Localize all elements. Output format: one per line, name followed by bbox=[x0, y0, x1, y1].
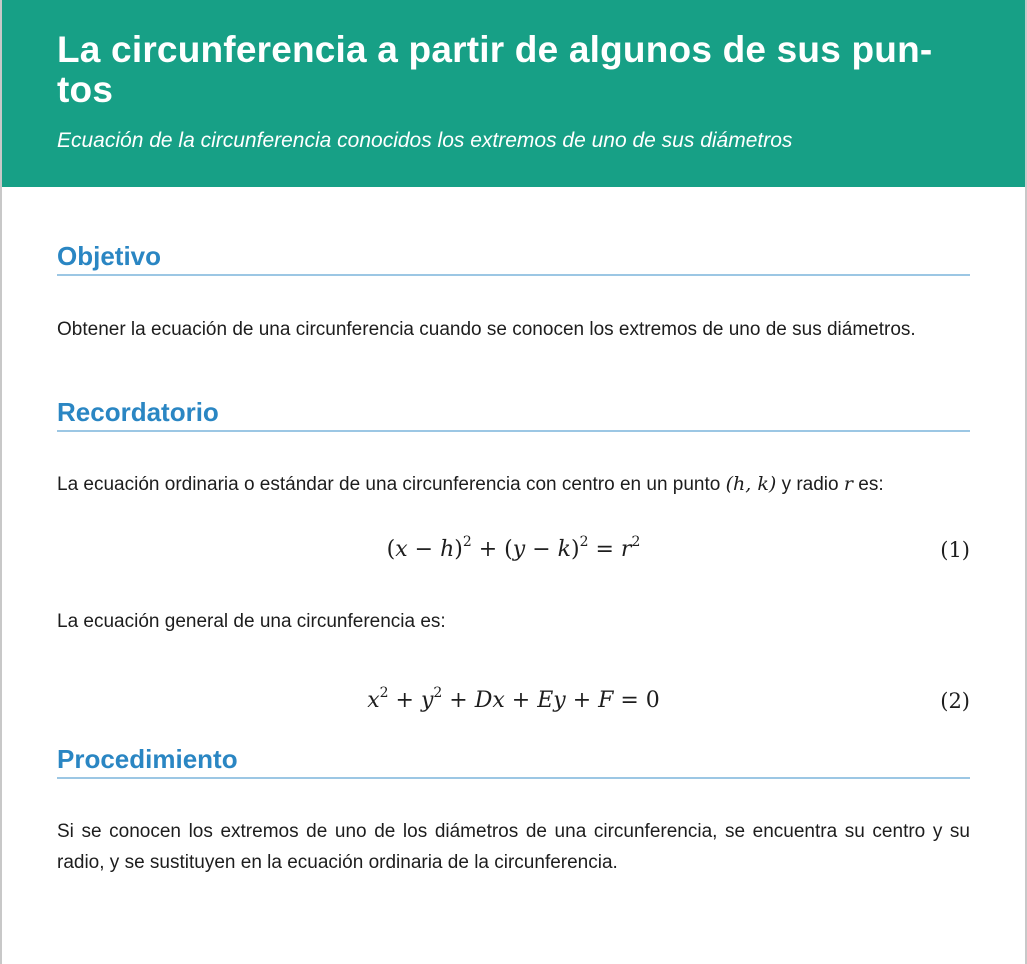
procedimiento-text: Si se conocen los extremos de uno de los diámetros de una circunferencia, se encuentra su centro y su radio, y se sustituyen en la ecuación ordinaria de la circunferencia. bbox=[57, 821, 970, 873]
center-point: (h, k) bbox=[725, 473, 777, 495]
page-title-line-1: La circunferencia a partir de algunos de sus pun- bbox=[57, 29, 933, 70]
radius-variable: r bbox=[843, 473, 853, 495]
recordatorio-text-middle: y radio bbox=[781, 474, 839, 495]
section-procedimiento bbox=[57, 721, 970, 878]
recordatorio-text-after: es: bbox=[858, 474, 884, 495]
equation-1-row bbox=[57, 530, 970, 570]
section-heading-recordatorio: Recordatorio bbox=[57, 396, 970, 432]
title-banner bbox=[2, 0, 1025, 187]
recordatorio-text-before: La ecuación ordinaria o estándar de una circunferencia con centro en un punto bbox=[57, 474, 721, 495]
equation-ordinary: $(x - h)^2 + (y - k)^2 = r^2$ bbox=[386, 534, 641, 562]
section-heading-objetivo: Objetivo bbox=[57, 240, 970, 276]
page-subtitle: Ecuación de la circunferencia conocidos los extremos de uno de sus diámetros bbox=[57, 129, 793, 152]
section-recordatorio bbox=[57, 345, 970, 721]
recordatorio-text bbox=[57, 469, 970, 500]
page-title-line-2: tos bbox=[57, 69, 114, 110]
general-equation-text: La ecuación general de una circunferencia es: bbox=[57, 611, 446, 632]
equation-2-number: (2) bbox=[940, 689, 970, 713]
equation-1-number: (1) bbox=[940, 538, 970, 562]
main-content bbox=[2, 187, 1025, 878]
section-objetivo bbox=[57, 187, 970, 345]
equation-2-row bbox=[57, 681, 970, 721]
objetivo-text: Obtener la ecuación de una circunferencia cuando se conocen los extremos de uno de sus diámetros. bbox=[57, 319, 916, 340]
page-title bbox=[57, 30, 970, 110]
section-heading-procedimiento: Procedimiento bbox=[57, 743, 970, 779]
equation-general: $x^2 + y^2 + Dx + Ey + F = 0$ bbox=[367, 685, 660, 713]
